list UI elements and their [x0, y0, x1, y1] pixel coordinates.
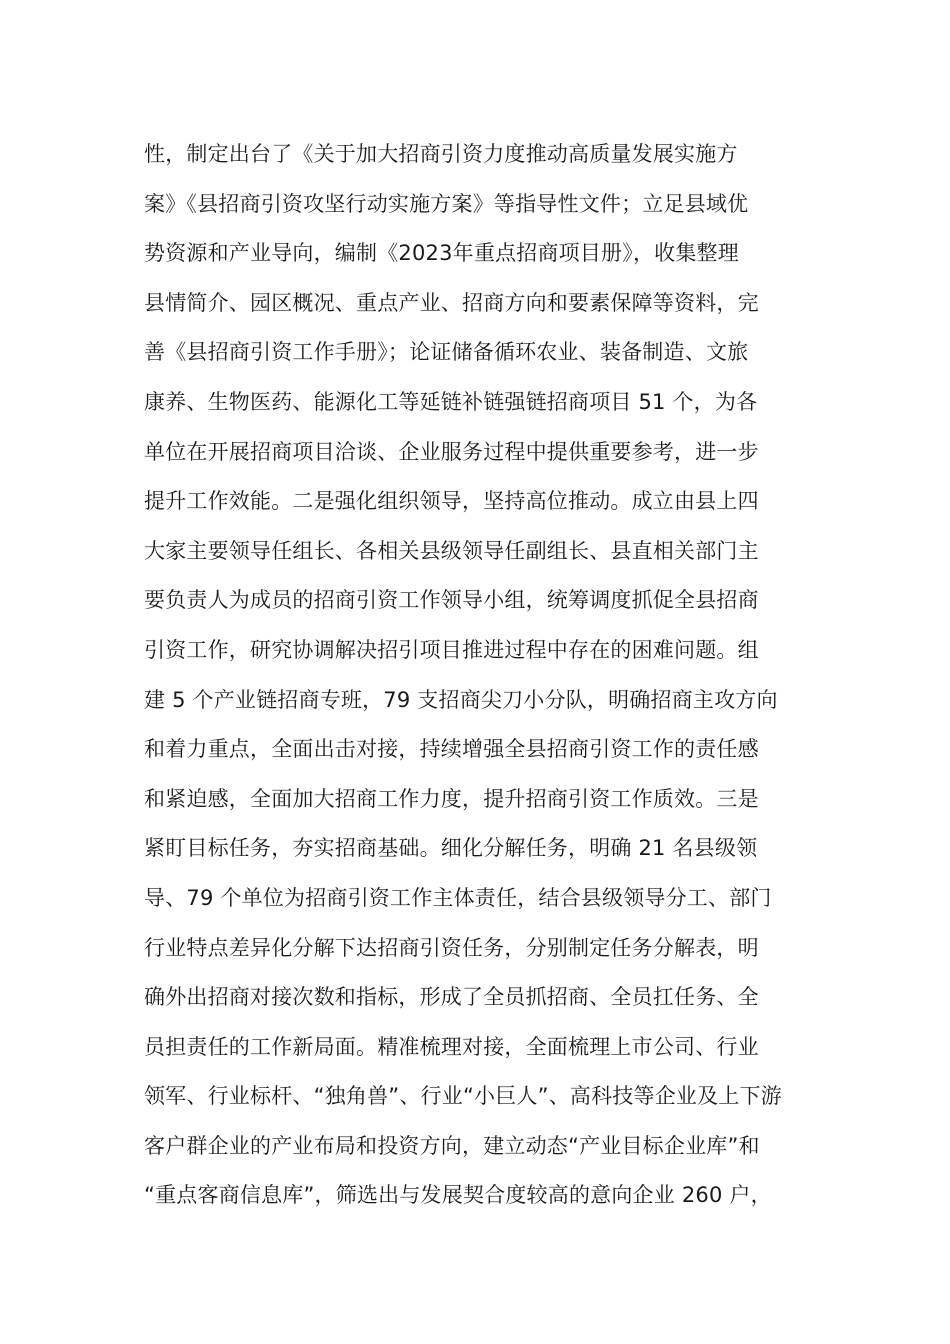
- text-line: 康养、生物医药、能源化工等延链补链强链招商项目 51 个，为各: [144, 389, 758, 414]
- text-line: 引资工作，研究协调解决招引项目推进过程中存在的困难问题。组: [144, 637, 759, 662]
- text-line: 提升工作效能。二是强化组织领导，坚持高位推动。成立由县上四: [144, 489, 759, 514]
- body-text: [144, 130, 824, 1221]
- text-line: 行业特点差异化分解下达招商引资任务，分别制定任务分解表，明: [144, 935, 759, 960]
- text-line: 建 5 个产业链招商专班，79 支招商尖刀小分队，明确招商主攻方向: [144, 687, 778, 712]
- text-line: 和着力重点，全面出击对接，持续增强全县招商引资工作的责任感: [144, 737, 759, 762]
- text-line: 紧盯目标任务，夯实招商基础。细化分解任务，明确 21 名县级领: [144, 836, 758, 861]
- text-line: 大家主要领导任组长、各相关县级领导任副组长、县直相关部门主: [144, 538, 759, 563]
- text-line: 导、79 个单位为招商引资工作主体责任，结合县级领导分工、部门: [144, 885, 772, 910]
- text-line: 案》《县招商引资攻坚行动实施方案》等指导性文件；立足县域优: [144, 191, 749, 216]
- text-line: 员担责任的工作新局面。精准梳理对接，全面梳理上市公司、行业: [144, 1034, 759, 1059]
- text-line: 要负责人为成员的招商引资工作领导小组，统筹调度抓促全县招商: [144, 588, 759, 613]
- text-line: 善《县招商引资工作手册》；论证储备循环农业、装备制造、文旅: [144, 340, 749, 365]
- text-line: 县情简介、园区概况、重点产业、招商方向和要素保障等资料，完: [144, 290, 759, 315]
- text-line: 和紧迫感，全面加大招商工作力度，提升招商引资工作质效。三是: [144, 786, 759, 811]
- text-line: 领军、行业标杆、“独角兽”、行业“小巨人”、高科技等企业及上下游: [144, 1084, 782, 1109]
- text-line: “重点客商信息库”，筛选出与发展契合度较高的意向企业 260 户，: [144, 1183, 772, 1208]
- text-line: 势资源和产业导向，编制《2023年重点招商项目册》，收集整理: [144, 241, 739, 266]
- text-line: 性，制定出台了《关于加大招商引资力度推动高质量发展实施方: [144, 142, 738, 166]
- text-line: 单位在开展招商项目洽谈、企业服务过程中提供重要参考，进一步: [144, 439, 759, 464]
- text-line: 客户群企业的产业布局和投资方向，建立动态“产业目标企业库”和: [144, 1133, 760, 1158]
- text-line: 确外出招商对接次数和指标，形成了全员抓招商、全员扛任务、全: [144, 985, 759, 1010]
